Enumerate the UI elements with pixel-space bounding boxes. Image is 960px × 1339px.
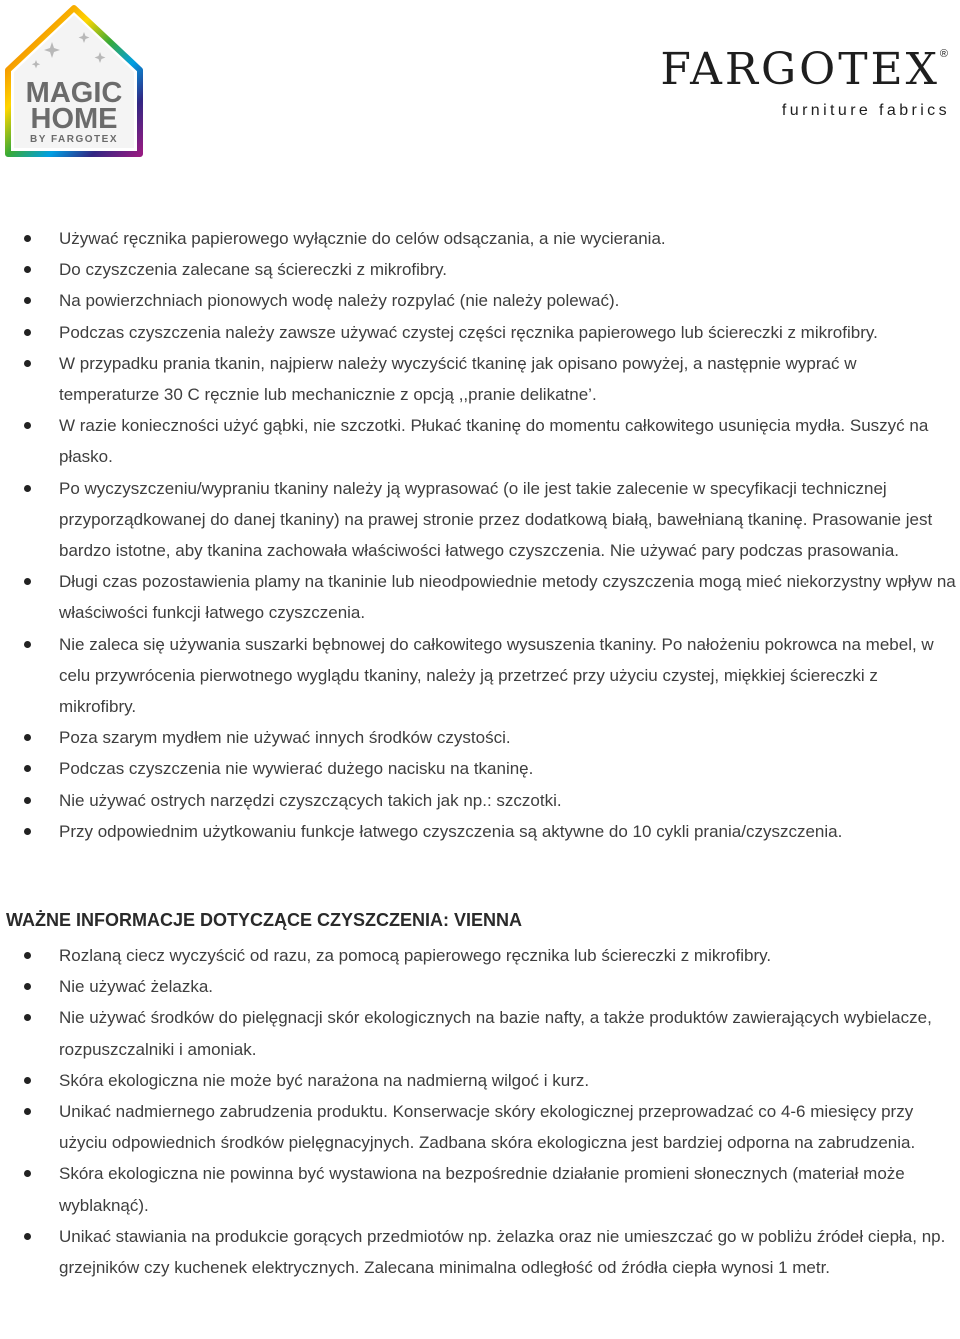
bullet-icon (24, 1077, 31, 1084)
list-item-text: W przypadku prania tkanin, najpierw należy wyczyścić tkaninę jak opisano powyżej, a następnie wyprać w temperaturze 30 C ręcznie lub mechanicznie z opcją ,,pranie delikatne’. (59, 353, 857, 405)
list-item-text: Skóra ekologiczna nie powinna być wystawiona na bezpośrednie działanie promieni słonecznych (materiał może wyblaknąć). (59, 1164, 905, 1215)
list-item (0, 785, 960, 816)
fargotex-logo (660, 44, 950, 128)
bullet-icon (24, 329, 31, 336)
list-item-text: Unikać nadmiernego zabrudzenia produktu. Konserwacje skóry ekologicznej przeprowadzać co 4-6 miesięcy przy użyciu odpowiednich środków pielęgnacyjnych. Zadbana skóra ekologiczna jest bardziej odporna na zabrudzenia. (59, 1102, 916, 1153)
list-item-text: Nie używać środków do pielęgnacji skór ekologicznych na bazie nafty, a także produktów zawierających wybielacze, rozpuszczalniki i amoniak. (59, 1008, 932, 1059)
list-item (0, 410, 960, 472)
list-item (0, 1221, 960, 1283)
bullet-icon (24, 765, 31, 772)
list-item (0, 971, 960, 1002)
bullet-icon (24, 734, 31, 741)
logo-text-home: HOME (30, 103, 118, 135)
bullet-icon (24, 1108, 31, 1115)
list-item-text: Przy odpowiednim użytkowaniu funkcje łatwego czyszczenia są aktywne do 10 cykli prania/czyszczenia. (59, 821, 843, 841)
list-item-text: Poza szarym mydłem nie używać innych środków czystości. (59, 728, 511, 748)
bullet-icon (24, 297, 31, 304)
list-item (0, 722, 960, 753)
list-item-text: Po wyczyszczeniu/wypraniu tkaniny należy ją wyprasować (o ile jest takie zalecenie w specyfikacji technicznej przyporządkowanej do danej tkaniny) na prawej stronie przez dodatkową białą, bawełnianą tkaninę. Prasowanie jest bardzo istotne, aby tkanina zachowała właściwości łatwego czyszczenia. Nie używać pary podczas prasowania. (59, 478, 933, 561)
bullet-icon (24, 983, 31, 990)
bullet-icon (24, 1233, 31, 1240)
list-item (0, 816, 960, 847)
list-item (0, 223, 960, 254)
list-item-text: Podczas czyszczenia nie wywierać dużego nacisku na tkaninę. (59, 759, 534, 779)
bullet-icon (24, 266, 31, 273)
list-item-text: Skóra ekologiczna nie może być narażona na nadmierną wilgoć i kurz. (59, 1070, 590, 1090)
registered-mark: ® (939, 48, 948, 60)
list-item (0, 473, 960, 567)
list-item-text: Nie zaleca się używania suszarki bębnowej do całkowitego wysuszenia tkaniny. Po nałożeniu pokrowca na mebel, w celu przywrócenia pierwotnego wyglądu tkaniny, należy ją przetrzeć przy użyciu czystej, miękkiej ściereczki z mikrofibry. (59, 634, 934, 717)
list-item (0, 1096, 960, 1158)
bullet-icon (24, 235, 31, 242)
bullet-icon (24, 1014, 31, 1021)
bullet-icon (24, 797, 31, 804)
list-item (0, 1158, 960, 1220)
logo-text-magic: MAGIC (25, 77, 123, 109)
list-item-text: Unikać stawiania na produkcie gorących przedmiotów np. żelazka oraz nie umieszczać go w pobliżu źródeł ciepła, np. grzejników czy kuchenek elektrycznych. Zalecana minimalna odległość od źródła ciepła wynosi 1 metr. (59, 1226, 946, 1278)
list-item-text: Nie używać ostrych narzędzi czyszczących takich jak np.: szczotki. (59, 790, 562, 810)
bullet-icon (24, 360, 31, 367)
logo-text-by-fargotex: BY FARGOTEX (30, 134, 118, 145)
list-item-text: Rozlaną ciecz wyczyścić od razu, za pomocą papierowego ręcznika lub ściereczki z mikrofibry. (59, 946, 772, 965)
list-item-text: Używać ręcznika papierowego wyłącznie do celów odsączania, a nie wycierania. (59, 229, 666, 248)
list-item (0, 285, 960, 316)
list-item (0, 254, 960, 285)
section-heading-vienna: WAŻNE INFORMACJE DOTYCZĄCE CZYSZCZENIA: VIENNA (6, 910, 523, 930)
bullet-icon (24, 422, 31, 429)
list-item (0, 348, 960, 410)
list-item (0, 940, 960, 971)
list-item-text: Podczas czyszczenia należy zawsze używać czystej części ręcznika papierowego lub ściereczki z mikrofibry. (59, 322, 878, 342)
bullet-icon (24, 952, 31, 959)
list-item (0, 1065, 960, 1096)
list-item-text: Na powierzchniach pionowych wodę należy rozpylać (nie należy polewać). (59, 291, 620, 311)
bullet-icon (24, 578, 31, 585)
list-item-text: Długi czas pozostawienia plamy na tkaninie lub nieodpowiednie metody czyszczenia mogą mieć niekorzystny wpływ na właściwości funkcji łatwego czyszczenia. (59, 572, 956, 623)
magic-home-logo (2, 2, 145, 159)
bullet-icon (24, 485, 31, 492)
list-item-text: W razie konieczności użyć gąbki, nie szczotki. Płukać tkaninę do momentu całkowitego usunięcia mydła. Suszyć na płasko. (59, 416, 929, 467)
bullet-icon (24, 828, 31, 835)
fargotex-tagline: furniture fabrics (781, 102, 950, 119)
list-item (0, 753, 960, 784)
bullet-icon (24, 1170, 31, 1177)
cleaning-instructions-list (0, 223, 960, 847)
list-item-text: Nie używać żelazka. (59, 977, 214, 997)
fargotex-wordmark: FARGOTEX (660, 44, 940, 95)
vienna-cleaning-list (0, 940, 960, 1283)
list-item (0, 629, 960, 723)
list-item (0, 566, 960, 628)
list-item (0, 317, 960, 348)
bullet-icon (24, 641, 31, 648)
list-item-text: Do czyszczenia zalecane są ściereczki z mikrofibry. (59, 260, 447, 280)
list-item (0, 1002, 960, 1064)
